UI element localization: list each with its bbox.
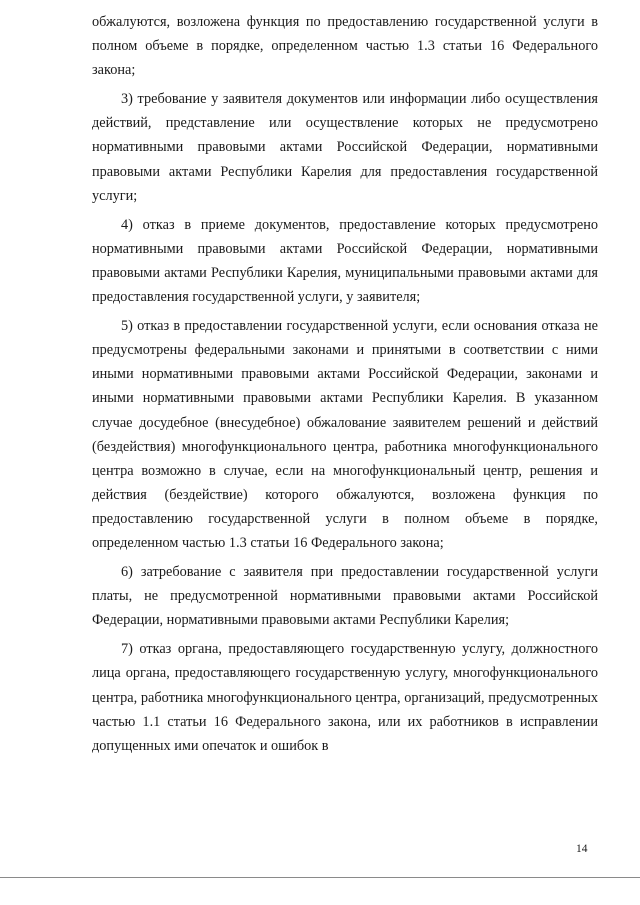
paragraph-continuation: обжалуются, возложена функция по предоставлению государственной услуги в полном объеме в порядке, определенном частью 1.3 статьи 16 Федерального закона; [92,14,598,79]
body-text [92,10,598,758]
paragraph-item-5: 5) отказ в предоставлении государственной услуги, если основания отказа не предусмотрены федеральными законами и принятыми в соответствии с ними иными нормативными правовыми актами Российской Федерации, законами и иными нормативными правовыми актами Республики Карелия. В указанном случае досудебное (внесудебное) обжалование заявителем решений и действий (бездействия) многофункционального центра, работника многофункционального центра возможно в случае, если на многофункциональный центр, решения и действия (бездействие) которого обжалуются, возложена функция по предоставлению государственной услуги в полном объеме в порядке, определенном частью 1.3 статьи 16 Федерального закона; [92,318,598,551]
paragraph-item-4: 4) отказ в приеме документов, предоставление которых предусмотрено нормативными правовыми актами Российской Федерации, нормативными правовыми актами Республики Карелия, муниципальными правовыми актами для предоставления государственной услуги, у заявителя; [92,216,598,306]
paragraph-item-7: 7) отказ органа, предоставляющего государственную услугу, должностного лица органа, предоставляющего государственную услугу, многофункционального центра, работника многофункционального центра, организаций, предусмотренных частью 1.1 статьи 16 Федерального закона, или их работников в исправлении допущенных ими опечаток и ошибок в [92,641,598,754]
paragraph-item-6: 6) затребование с заявителя при предоставлении государственной услуги платы, не предусмотренной нормативными правовыми актами Российской Федерации, нормативными правовыми актами Республики Карелия; [92,564,598,629]
paragraph-item-3: 3) требование у заявителя документов или информации либо осуществления действий, представление или осуществление которых не предусмотрено нормативными правовыми актами Российской Федерации, нормативными правовыми актами Республики Карелия для предоставления государственной услуги; [92,91,598,204]
page-bottom-rule [0,877,640,878]
page-number: 14 [576,843,588,855]
